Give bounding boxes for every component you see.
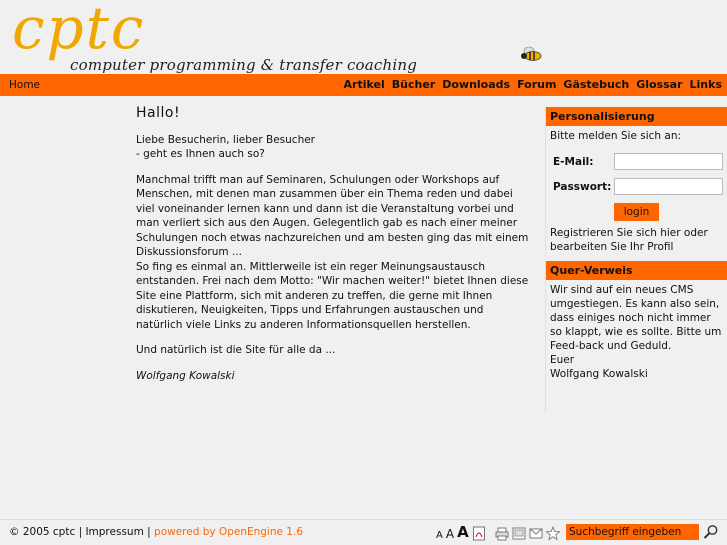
logo-wordmark: cptc [12,0,146,62]
closing-paragraph: Und natürlich ist die Site für alle da ... [136,344,336,356]
copyright-text[interactable]: © 2005 cptc | Impressum | [9,526,151,538]
story-paragraph [136,173,531,333]
cross-reference-author: Wolfgang Kowalski [550,368,648,380]
search-icon[interactable] [703,524,719,540]
story-continued-text: So fing es einmal an. Mittlerweile ist ein reger Meinungsaustausch entstanden. Frei nach dem Motto: "Wir machen weiter!" bietet Ihnen diese Site eine Plattform, sich mit anderen zu treffen, die gerne mit Ihnen diskutieren, Neuigkeiten, Tipps und Erfahrungen austauschen und natürlich viele Links zu anderen Informationsquellen herstellen. [136,260,529,331]
powered-by-link[interactable]: powered by OpenEngine 1.6 [154,526,303,538]
main-navigation [0,74,727,96]
question-line: - geht es Ihnen auch so? [136,148,265,160]
cross-reference-box [545,261,727,413]
cross-reference-closing: Euer [550,354,575,366]
password-row [550,178,723,195]
nav-home-link[interactable]: Home [9,79,41,91]
font-size-small-button[interactable]: A [436,530,443,541]
mail-icon[interactable] [529,526,543,541]
page-header [0,0,727,74]
cross-reference-text: Wir sind auf ein neues CMS umgestiegen. Es kann also sein, dass einiges noch nicht immer so klappt, wie es sollte. Bitte um Feed-back und Geduld. [550,284,722,352]
main-content [136,106,531,394]
favorite-star-icon[interactable] [546,526,560,541]
register-link[interactable]: Registrieren Sie sich hier oder bearbeiten Sie Ihr Profil [550,227,708,253]
personalization-title: Personalisierung [546,107,727,126]
nav-link-downloads[interactable]: Downloads [442,78,511,91]
nav-links [344,78,722,91]
search-input[interactable] [566,524,699,540]
pdf-icon[interactable] [472,526,486,541]
footer-tools [436,523,560,541]
email-label: E-Mail: [553,155,594,168]
login-intro: Bitte melden Sie sich an: [550,130,682,142]
email-field[interactable] [614,153,723,170]
login-button[interactable]: login [614,203,659,221]
print-preview-icon[interactable] [512,526,526,541]
personalization-box [545,107,727,257]
story-text: Manchmal trifft man auf Seminaren, Schulungen oder Workshops auf Menschen, mit denen man zusammen über ein Thema reden und dabei viel voneinander lernen kann und dann ist die Veranstaltung vorbei und man verliert sich aus den Augen. Gelegentlich gab es nach einer meiner Schulungen noch etwas nachzureichen und am besten ging das mit einem Diskussionsforum ... [136,173,529,258]
print-icon[interactable] [495,526,509,541]
nav-link-gaestebuch[interactable]: Gästebuch [563,78,630,91]
page-title: Hallo! [136,105,181,121]
font-size-large-button[interactable]: A [457,523,469,541]
bee-icon [518,46,544,62]
email-row [550,153,723,170]
nav-link-glossar[interactable]: Glossar [636,78,683,91]
nav-link-buecher[interactable]: Bücher [391,78,436,91]
greeting-line: Liebe Besucherin, lieber Besucher [136,133,315,146]
intro-paragraph [136,133,531,162]
logo-tagline: computer programming & transfer coaching [70,56,418,74]
signature: Wolfgang Kowalski [136,369,235,382]
password-label: Passwort: [553,180,612,193]
nav-link-forum[interactable]: Forum [517,78,557,91]
nav-link-links[interactable]: Links [689,78,722,91]
font-size-medium-button[interactable]: A [445,527,455,541]
page-footer [0,519,727,545]
footer-credits [9,526,303,538]
cross-reference-title: Quer-Verweis [546,261,727,280]
sidebar [545,107,727,413]
nav-link-artikel[interactable]: Artikel [343,78,385,91]
password-field[interactable] [614,178,723,195]
